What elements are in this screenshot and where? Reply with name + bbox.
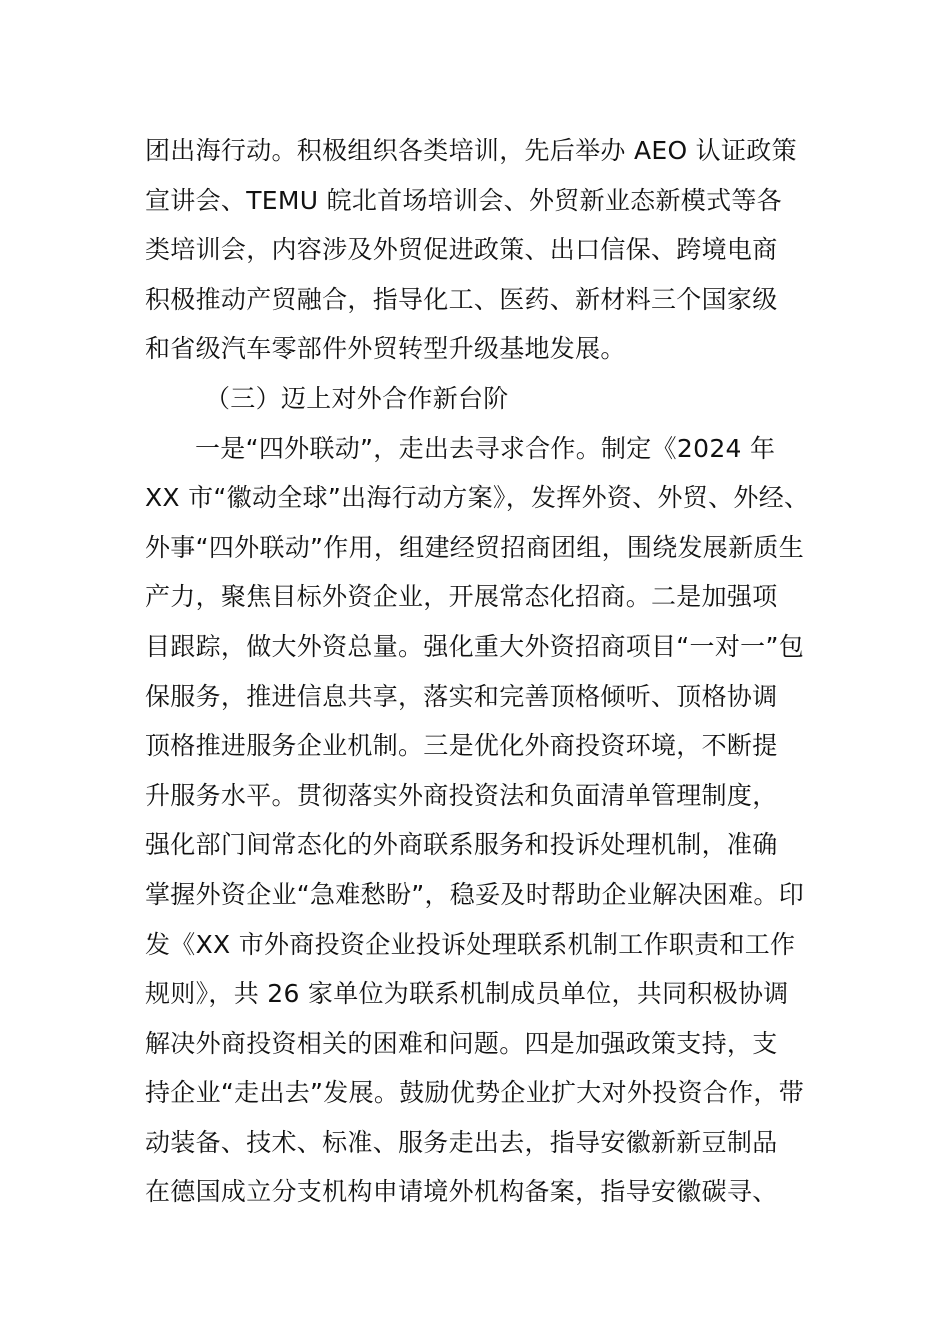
text-line: 宣讲会、TEMU 皖北首场培训会、外贸新业态新模式等各 [145, 185, 782, 215]
text-line: 持企业“走出去”发展。鼓励优势企业扩大对外投资合作，带 [145, 1078, 805, 1108]
text-line: 升服务水平。贯彻落实外商投资法和负面清单管理制度， [145, 780, 778, 810]
text-line: 目跟踪，做大外资总量。强化重大外资招商项目“一对一”包 [145, 631, 805, 661]
text-line: 和省级汽车零部件外贸转型升级基地发展。 [145, 334, 626, 364]
text-line: 团出海行动。积极组织各类培训，先后举办 AEO 认证政策 [145, 136, 797, 165]
text-line: 产力，聚焦目标外资企业，开展常态化招商。二是加强项 [145, 582, 778, 612]
text-line: 顶格推进服务企业机制。三是优化外商投资环境，不断提 [145, 731, 778, 761]
text-line: 强化部门间常态化的外商联系服务和投诉处理机制，准确 [145, 830, 778, 860]
text-line: 解决外商投资相关的困难和问题。四是加强政策支持，支 [145, 1028, 778, 1058]
text-line: 动装备、技术、标准、服务走出去，指导安徽新新豆制品 [145, 1127, 778, 1157]
body-text [145, 126, 825, 1217]
section-heading: （三）迈上对外合作新台阶 [205, 383, 509, 413]
text-line: 一是“四外联动”，走出去寻求合作。制定《2024 年 [195, 433, 776, 463]
text-line: 积极推动产贸融合，指导化工、医药、新材料三个国家级 [145, 284, 778, 314]
text-line: 发《XX 市外商投资企业投诉处理联系机制工作职责和工作 [145, 929, 796, 959]
text-line: 掌握外资企业“急难愁盼”，稳妥及时帮助企业解决困难。印 [145, 879, 805, 909]
text-line: 外事“四外联动”作用，组建经贸招商团组，围绕发展新质生 [145, 532, 805, 562]
text-line: 保服务，推进信息共享，落实和完善顶格倾听、顶格协调 [145, 681, 778, 711]
text-line: 类培训会，内容涉及外贸促进政策、出口信保、跨境电商 [145, 235, 778, 265]
text-line: 在德国成立分支机构申请境外机构备案，指导安徽碳寻、 [145, 1177, 778, 1207]
text-line: XX 市“徽动全球”出海行动方案》，发挥外资、外贸、外经、 [145, 483, 810, 513]
text-line: 规则》，共 26 家单位为联系机制成员单位，共同积极协调 [145, 979, 789, 1009]
